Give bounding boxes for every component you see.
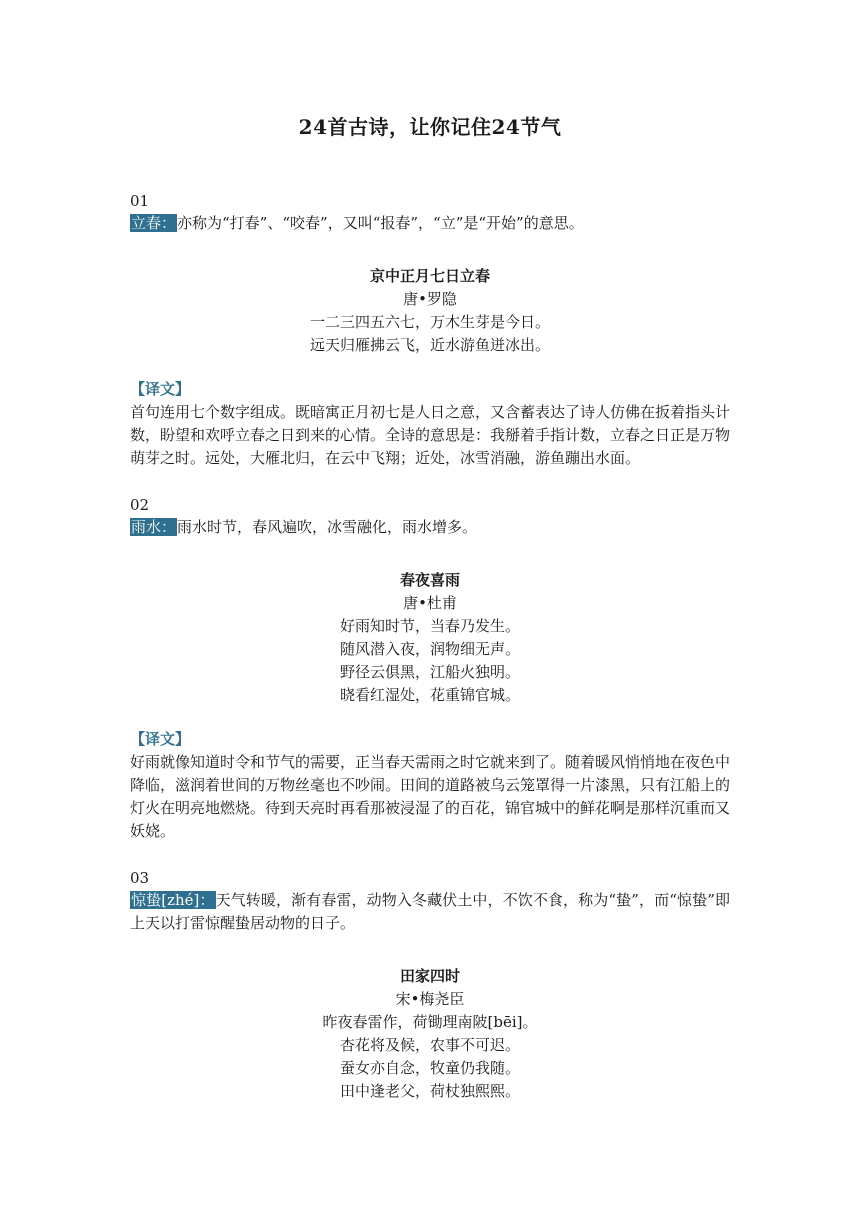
definition-text: 亦称为“打春”、“咬春”，又叫“报春”，“立”是“开始”的意思。 (177, 214, 584, 232)
poem-block (130, 965, 730, 1103)
poem-author: 唐•罗隐 (403, 290, 457, 308)
poem-line: 蚕女亦自念，牧童仍我随。 (339, 1059, 520, 1077)
section-lichun (130, 190, 730, 470)
definition-text: 雨水时节，春风遍吹，冰雪融化，雨水增多。 (177, 518, 478, 536)
poem-title: 春夜喜雨 (399, 571, 460, 589)
section-number: 03 (130, 869, 150, 887)
section-number: 01 (130, 192, 150, 210)
poem-block (130, 569, 730, 707)
poem-block (130, 265, 730, 357)
poem-line: 随风潜入夜，润物细无声。 (339, 640, 520, 658)
definition-text: 天气转暖，渐有春雷，动物入冬藏伏土中，不饮不食，称为“蛰”，而“惊蛰”即上天以打雷惊醒蛰居动物的日子。 (130, 891, 730, 932)
translation-label: 【译文】 (130, 730, 191, 748)
poem-line: 杏花将及候，农事不可迟。 (339, 1036, 520, 1054)
poem-line: 田中逢老父，荷杖独熙熙。 (339, 1082, 520, 1100)
section-yushui (130, 494, 730, 843)
section-number: 02 (130, 496, 150, 514)
poem-line: 野径云俱黑，江船火独明。 (339, 663, 520, 681)
poem-title: 田家四时 (399, 967, 460, 985)
translation-label: 【译文】 (130, 380, 191, 398)
poem-title: 京中正月七日立春 (369, 267, 490, 285)
poem-line: 晓看红湿处，花重锦官城。 (339, 686, 520, 704)
term-highlight: 惊蛰[zhé]： (131, 891, 215, 909)
section-jingzhe (130, 867, 730, 1103)
poem-author: 宋•梅尧臣 (395, 990, 465, 1008)
term-highlight: 雨水： (131, 518, 177, 536)
poem-line: 一二三四五六七，万木生芽是今日。 (309, 313, 550, 331)
translation-text: 好雨就像知道时令和节气的需要，正当春天需雨之时它就来到了。随着暖风悄悄地在夜色中降临，滋润着世间的万物丝毫也不吵闹。田间的道路被乌云笼罩得一片漆黑，只有江船上的灯火在明亮地燃烧。待到天亮时再看那被浸湿了的百花，锦官城中的鲜花啊是那样沉重而又妖娆。 (130, 753, 731, 840)
term-definition (130, 889, 730, 935)
poem-line: 远天归雁拂云飞，近水游鱼迸冰出。 (309, 336, 550, 354)
poem-line: 好雨知时节，当春乃发生。 (339, 617, 520, 635)
translation-text: 首句连用七个数字组成。既暗寓正月初七是人日之意，又含蓄表达了诗人仿佛在扳着指头计数，盼望和欢呼立春之日到来的心情。全诗的意思是：我掰着手指计数，立春之日正是万物萌芽之时。远处，大雁北归，在云中飞翔；近处，冰雪消融，游鱼蹦出水面。 (130, 403, 731, 467)
poem-author: 唐•杜甫 (403, 594, 457, 612)
poem-line: 昨夜春雷作，荷锄理南陂[bēi]。 (322, 1013, 538, 1031)
term-definition (130, 516, 730, 539)
term-highlight: 立春： (131, 214, 177, 232)
document-title: 24首古诗，让你记住24节气 (298, 115, 562, 139)
document-page (130, 110, 730, 1103)
term-definition (130, 212, 730, 235)
